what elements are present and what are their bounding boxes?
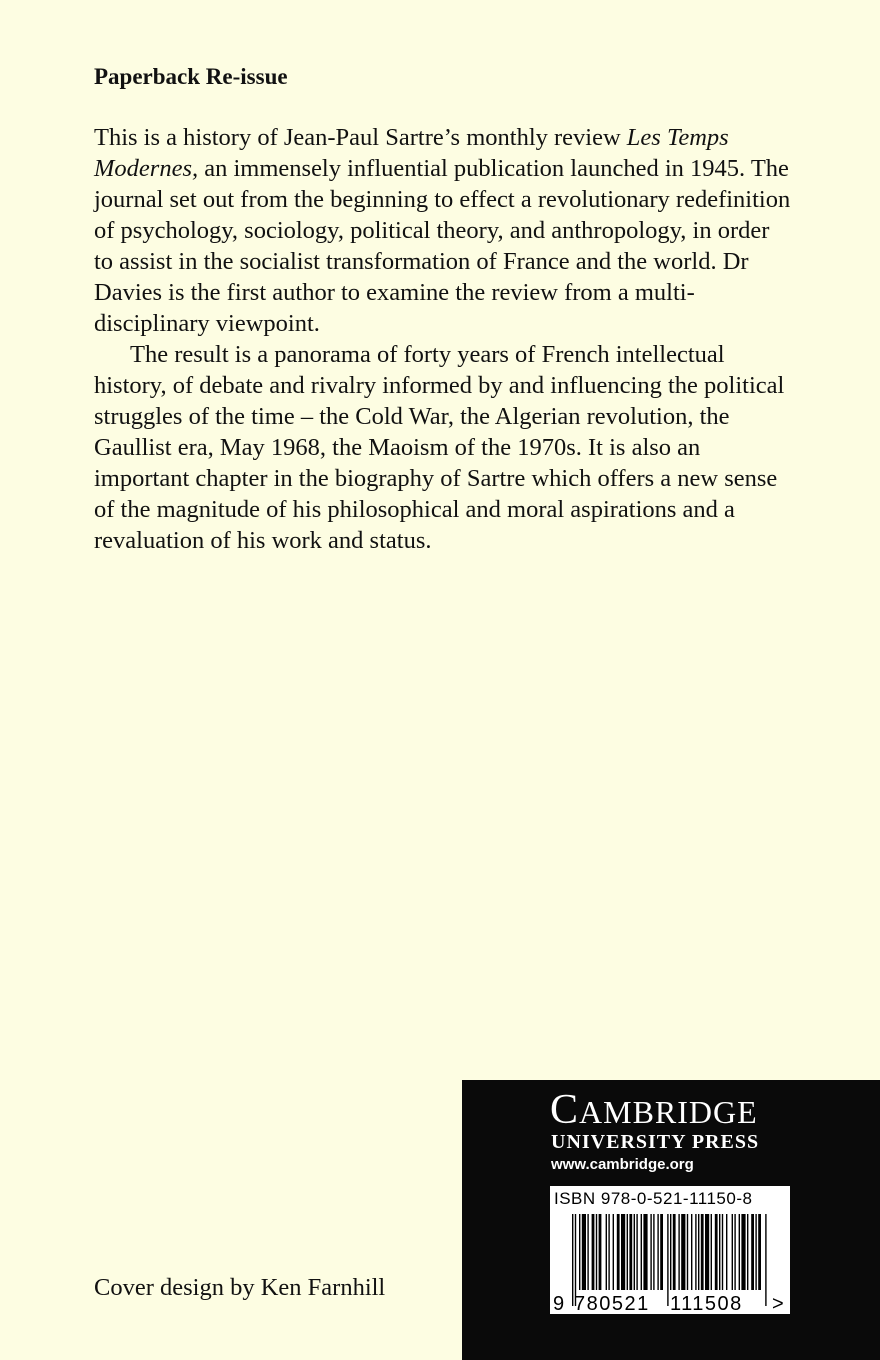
barcode-bar	[670, 1214, 671, 1290]
barcode-bar	[758, 1214, 761, 1290]
barcode-bar	[673, 1214, 676, 1290]
barcode-bar	[587, 1214, 588, 1290]
barcode-bar	[643, 1214, 647, 1290]
barcode-bar	[660, 1214, 663, 1290]
blurb-p1-part1: This is a history of Jean-Paul Sartre’s monthly review	[94, 124, 627, 151]
blurb	[94, 122, 794, 556]
publisher-logo: CAMBRIDGE	[550, 1087, 758, 1133]
barcode-bar	[701, 1214, 704, 1290]
barcode-bar	[719, 1214, 720, 1290]
barcode-bar	[617, 1214, 620, 1290]
publisher-website: www.cambridge.org	[551, 1156, 694, 1173]
barcode-bar	[653, 1214, 654, 1290]
barcode-digits-right: 111508	[670, 1293, 743, 1314]
barcode-bar	[650, 1214, 651, 1290]
barcode-box	[550, 1186, 790, 1314]
barcode-bar	[629, 1214, 632, 1290]
barcode-bar	[732, 1214, 733, 1290]
barcode-bar	[678, 1214, 679, 1290]
barcode-bar	[698, 1214, 699, 1290]
isbn-label: ISBN 978-0-521-11150-8	[554, 1189, 753, 1208]
barcode-bar	[741, 1214, 745, 1290]
barcode-bar	[695, 1214, 696, 1290]
barcode-bar	[722, 1214, 723, 1290]
barcode-bar	[599, 1214, 602, 1290]
barcode-bar	[726, 1214, 727, 1290]
barcode-bar	[621, 1214, 625, 1290]
barcode-bar	[596, 1214, 597, 1290]
barcode-bar	[715, 1214, 718, 1290]
barcode-bar	[667, 1214, 668, 1306]
barcode-bar	[657, 1214, 658, 1290]
barcode-bar	[705, 1214, 709, 1290]
publisher-panel	[462, 1080, 880, 1360]
journal-title: Les Temps Modernes,	[94, 124, 729, 182]
barcode-bar	[608, 1214, 609, 1290]
barcode-digit-lead: 9	[553, 1293, 565, 1314]
barcode-bar	[582, 1214, 586, 1290]
barcode-bar	[627, 1214, 628, 1290]
barcode-bar	[691, 1214, 692, 1290]
blurb-paragraph-1	[94, 122, 794, 339]
barcode-bar	[634, 1214, 635, 1290]
barcode-bar	[606, 1214, 607, 1290]
barcode-bar	[734, 1214, 735, 1290]
barcode-bar	[681, 1214, 685, 1290]
barcode-bar	[592, 1214, 595, 1290]
barcode-bar	[765, 1214, 766, 1306]
barcode-bar	[711, 1214, 712, 1290]
barcode-bar	[739, 1214, 740, 1290]
blurb-paragraph-2: The result is a panorama of forty years of French intellectual history, of debate and rivalry informed by and influencing the political struggles of the time – the Cold War, the Algerian revolution, the Gaullist era, May 1968, the Maoism of the 1970s. It is also an important chapter in the biography of Sartre which offers a new sense of the magnitude of his philosophical and moral aspirations and a revaluation of his work and status.	[94, 341, 785, 554]
barcode-bar	[641, 1214, 642, 1290]
blurb-p1-part2: an immensely influential publication launched in 1945. The journal set out from the beginning to effect a revolutionary redefinition of psychology, sociology, political theory, and anthropology, in order to assist in the socialist transformation of France and the world. Dr Davies is the first author to examine the review from a multi-disciplinary viewpoint.	[94, 155, 791, 337]
barcode-bar	[747, 1214, 748, 1290]
barcode-icon	[550, 1212, 790, 1314]
barcode-bar	[636, 1214, 637, 1290]
barcode-bar	[687, 1214, 688, 1290]
barcode-digits-left: 780521	[574, 1293, 650, 1314]
barcode-quiet-mark: >	[772, 1293, 784, 1314]
heading: Paperback Re-issue	[94, 64, 288, 89]
publisher-subtitle: UNIVERSITY PRESS	[551, 1131, 760, 1153]
barcode-bar	[613, 1214, 614, 1290]
barcode-bar	[755, 1214, 756, 1290]
barcode-bar	[579, 1214, 580, 1290]
cover-credit: Cover design by Ken Farnhill	[94, 1274, 386, 1301]
barcode-bar	[751, 1214, 754, 1290]
